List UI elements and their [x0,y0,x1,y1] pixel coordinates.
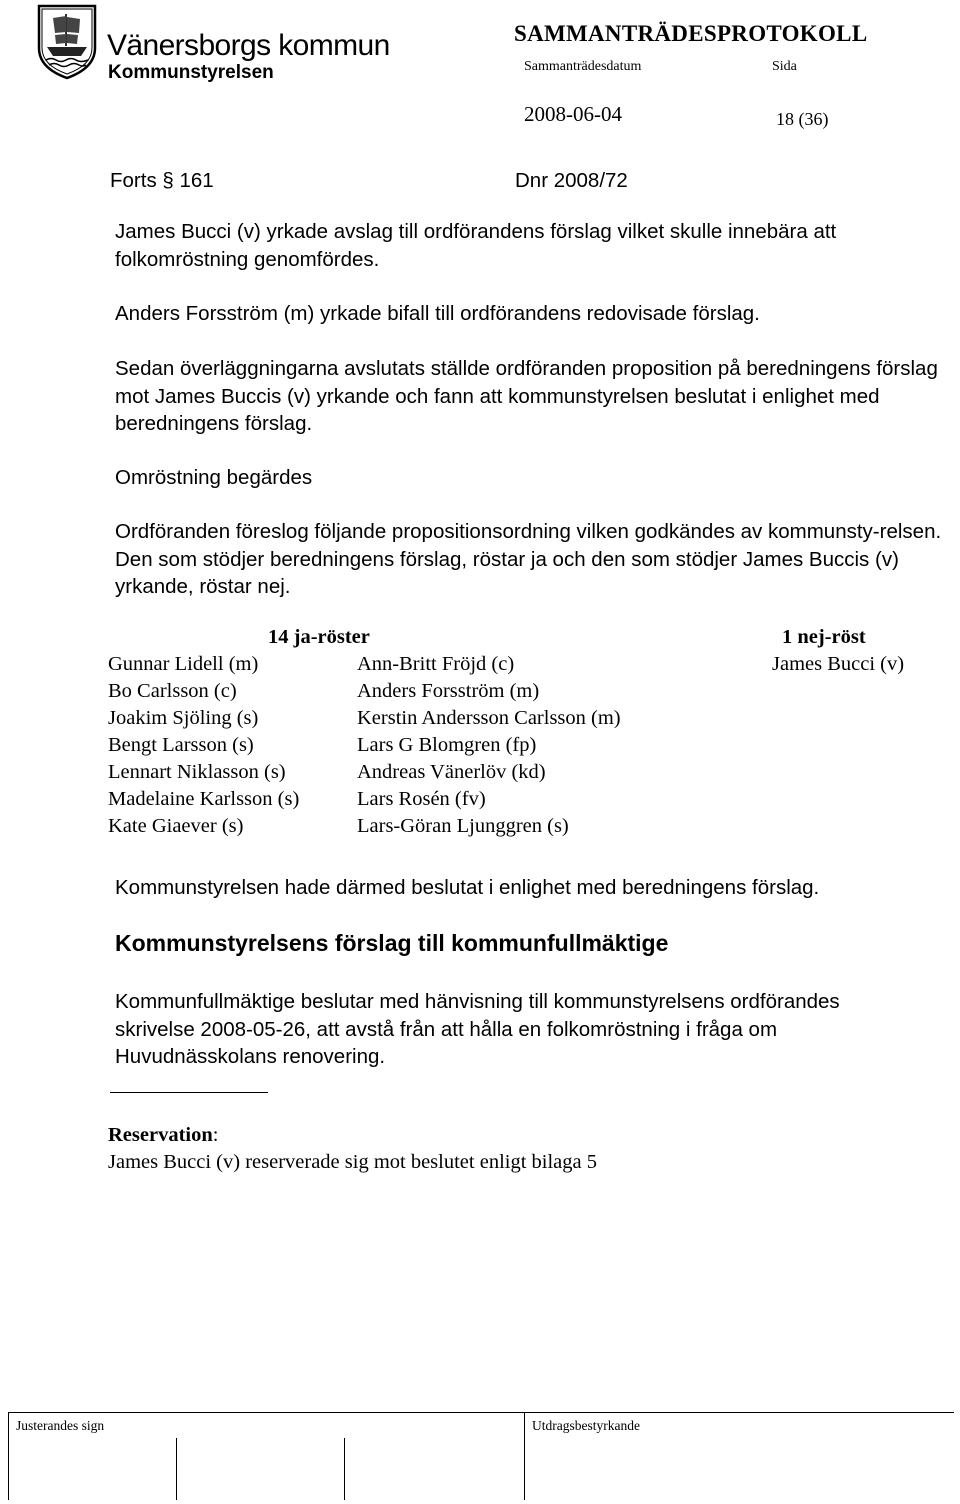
yes-voter: Bengt Larsson (s) [108,734,254,756]
yes-voter: Ann-Britt Fröjd (c) [357,653,515,675]
reservation-heading [108,1124,218,1147]
meeting-date-label: Sammanträdesdatum [524,59,642,74]
yes-voter: Lars Rosén (fv) [357,788,486,810]
justerandes-sign-label: Justerandes sign [16,1418,105,1433]
footer-divider [344,1438,345,1500]
municipal-crest-icon [33,2,101,80]
yes-voter: Joakim Sjöling (s) [108,707,259,729]
yes-voter: Anders Forsström (m) [357,680,540,702]
reservation-label: Reservation [108,1124,213,1146]
yes-votes-header: 14 ja-röster [268,626,370,648]
proposal-heading: Kommunstyrelsens förslag till kommunfullmäktige [115,930,669,956]
utdragsbestyrkande-label: Utdragsbestyrkande [532,1418,640,1433]
case-reference: Forts § 161 [110,169,214,192]
yes-voter: Kerstin Andersson Carlsson (m) [357,707,621,729]
organization-name: Vänersborgs kommun [107,29,390,62]
department-name: Kommunstyrelsen [108,62,274,83]
page-label: Sida [772,59,797,74]
footer-divider [524,1412,525,1500]
yes-voter: Lennart Niklasson (s) [108,761,286,783]
yes-voter: Gunnar Lidell (m) [108,653,259,675]
reservation-text: James Bucci (v) reserverade sig mot beslutet enligt bilaga 5 [108,1151,597,1173]
no-voter: James Bucci (v) [772,653,905,675]
footer-divider [8,1412,9,1500]
paragraph-vote-requested: Omröstning begärdes [115,466,313,489]
yes-voter: Lars-Göran Ljunggren (s) [357,815,569,837]
yes-voter: Kate Giaever (s) [108,815,244,837]
paragraph-bucci-motion: James Bucci (v) yrkade avslag till ordförandens förslag vilket skulle innebära att folkomröstning genomfördes. [115,220,837,271]
yes-voter: Bo Carlsson (c) [108,680,237,702]
case-number: Dnr 2008/72 [515,169,628,192]
separator-line [110,1092,268,1093]
no-votes-header: 1 nej-röst [782,626,866,648]
paragraph-voting-order: Ordföranden föreslog följande propositionsordning vilken godkändes av kommunsty-relsen. Den som stödjer beredningens förslag, röstar ja och den som stödjer James Buccis (v) yrkande, röstar nej. [115,520,942,598]
yes-voter: Lars G Blomgren (fp) [357,734,537,756]
footer-rule [8,1412,954,1413]
paragraph-proposition: Sedan överläggningarna avslutats ställde ordföranden proposition på beredningens förslag mot James Buccis (v) yrkande och fann att kommunstyrelsen beslutat i enlighet med beredningens förslag. [115,357,938,435]
reservation-colon: : [212,1124,219,1146]
yes-voter: Andreas Vänerlöv (kd) [357,761,546,783]
proposal-text: Kommunfullmäktige beslutar med hänvisning till kommunstyrelsens ordförandes skrivelse 2008-05-26, att avstå från att hålla en folkomröstning i fråga om Huvudnässkolans renovering. [115,990,840,1068]
footer-divider [176,1438,177,1500]
meeting-date: 2008-06-04 [524,102,622,126]
page-number: 18 (36) [776,109,829,129]
yes-voter: Madelaine Karlsson (s) [108,788,300,810]
conclusion-text: Kommunstyrelsen hade därmed beslutat i enlighet med beredningens förslag. [115,876,820,899]
paragraph-forsstrom-motion: Anders Forsström (m) yrkade bifall till ordförandens redovisade förslag. [115,302,760,325]
document-type: SAMMANTRÄDESPROTOKOLL [514,21,868,46]
